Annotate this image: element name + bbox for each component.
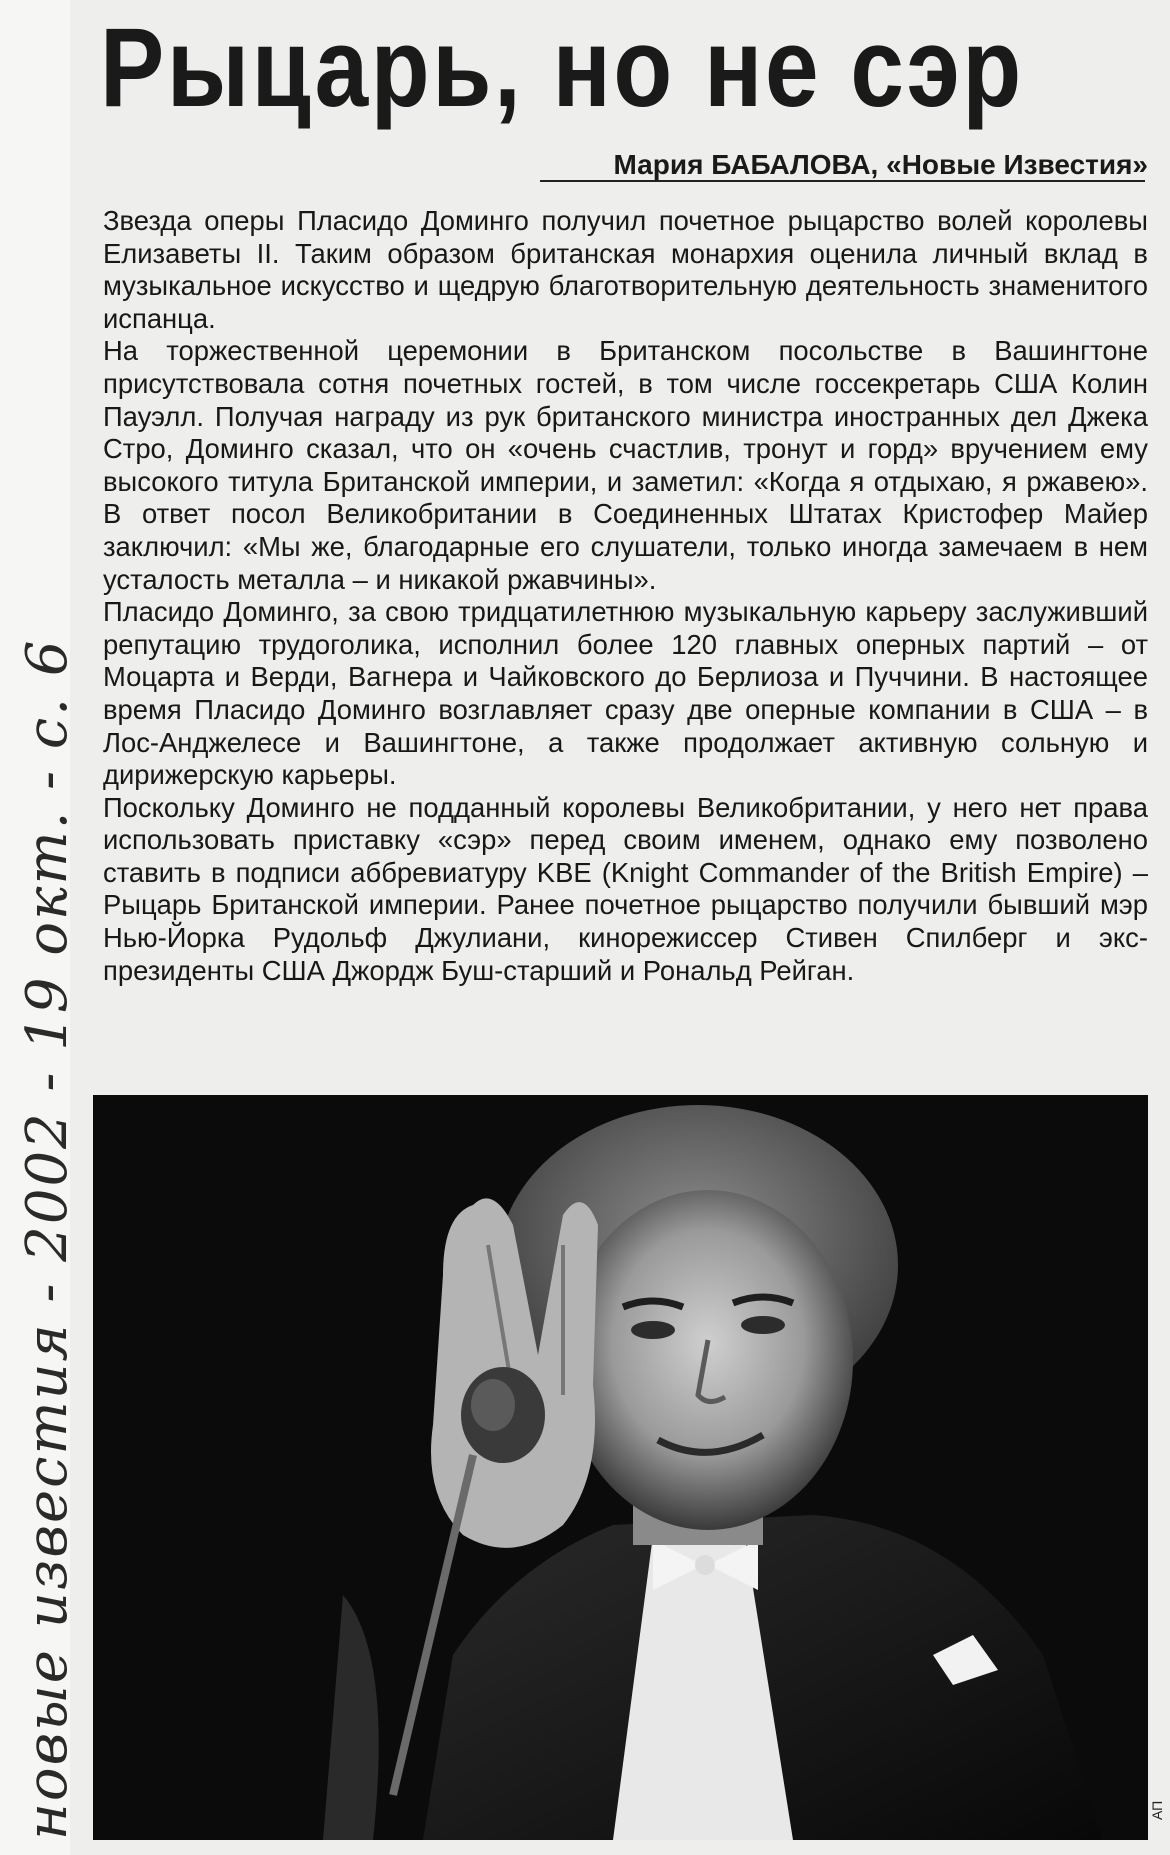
byline: Мария БАБАЛОВА, «Новые Известия» [613, 149, 1148, 180]
paragraph: Поскольку Доминго не подданный королевы Великобритании, у него нет права использовать приставку «сэр» перед своим именем, однако ему позволено ставить в подписи аббревиатуру KBE (Knight Commander of the British Empire) – Рыцарь Британской империи. Ранее почетное рыцарство получили бывший мэр Нью-Йорка Рудольф Джулиани, кинорежиссер Стивен Спилберг и экс-президенты США Джордж Буш-старший и Рональд Рейган. [103, 791, 1148, 986]
article-body [103, 205, 1148, 987]
headline: Рыцарь, но не сэр [100, 5, 1024, 130]
handwritten-note: новые известия - 2002 - 19 окт. - с. 6 [15, 638, 80, 1840]
paragraph: Звезда оперы Пласидо Доминго получил почетное рыцарство волей королевы Елизаветы II. Таким образом британская монархия оценила личный вклад в музыкальное искусство и щедрую благотворительную деятельность знаменитого испанца. [103, 205, 1148, 334]
photo-domingo [93, 1095, 1148, 1840]
paragraph: На торжественной церемонии в Британском посольстве в Вашингтоне присутствовала сотня почетных гостей, в том числе госсекретарь США Колин Пауэлл. Получая награду из рук британского министра иностранных дел Джека Стро, Доминго сказал, что он «очень счастлив, тронут и горд» вручением ему высокого титула Британской империи, и заметил: «Когда я отдыхаю, я ржавею». В ответ посол Великобритании в Соединенных Штатах Кристофер Майер заключил: «Мы же, благодарные его слушатели, только иногда замечаем в нем усталость металла – и никакой ржавчины». [103, 335, 1148, 595]
paragraph: Пласидо Доминго, за свою тридцатилетнюю музыкальную карьеру заслуживший репутацию трудоголика, исполнил более 120 главных оперных партий – от Моцарта и Верди, Вагнера и Чайковского до Берлиоза и Пуччини. В настоящее время Пласидо Доминго возглавляет сразу две оперные компании в США – в Лос-Анджелесе и Вашингтоне, а также продолжает активную сольную и дирижерскую карьеры. [103, 596, 1148, 791]
byline-rule [540, 180, 1145, 182]
photo-credit: АП [1149, 1800, 1165, 1820]
photo-illustration [93, 1095, 1148, 1840]
